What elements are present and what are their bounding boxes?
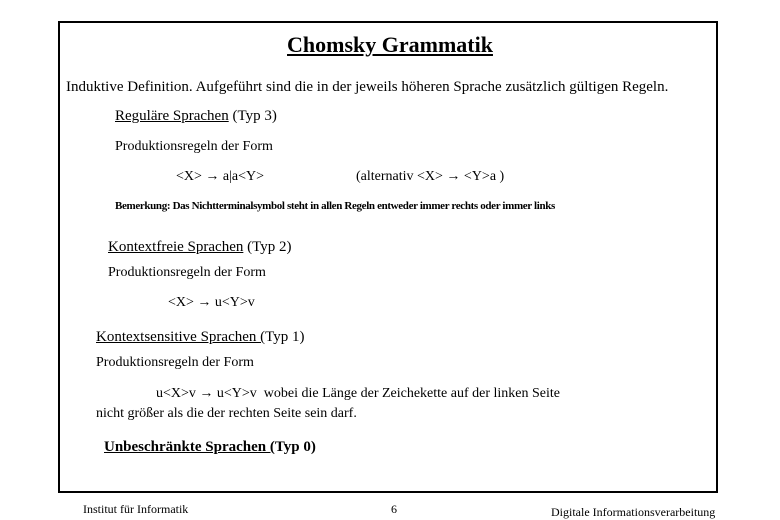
intro-text: Induktive Definition. Aufgeführt sind die in der jeweils höheren Sprache zusätzlich gültigen Regeln.	[66, 79, 669, 95]
heading-suffix: Typ 0)	[274, 439, 316, 455]
production-rule: <X> → a|a<Y>	[176, 169, 265, 184]
footer-institute: Institut für Informatik	[83, 502, 189, 516]
heading-link-regulaere-sprachen[interactable]: Reguläre Sprachen	[115, 108, 229, 124]
heading-link-unbeschraenkte-sprachen[interactable]: Unbeschränkte Sprachen (	[104, 439, 275, 455]
slide-title: Chomsky Grammatik	[287, 32, 493, 57]
rules-label: Produktionsregeln der Form	[115, 139, 273, 154]
heading-link-kontextsensitive-sprachen[interactable]: Kontextsensitive Sprachen (	[96, 329, 266, 345]
production-rule: u<X>v → u<Y>v wobei die Länge der Zeichekette auf der linken Seite	[156, 386, 561, 401]
footer-page-number: 6	[391, 502, 397, 516]
heading-link-kontextfreie-sprachen[interactable]: Kontextfreie Sprachen	[108, 239, 244, 255]
production-rule-continuation: nicht größer als die der rechten Seite sein darf.	[96, 406, 357, 421]
production-rule: <X> → u<Y>v	[168, 295, 255, 310]
footer-course-title: Digitale Informationsverarbeitung	[551, 505, 716, 519]
rules-label: Produktionsregeln der Form	[96, 355, 254, 370]
remark-text: Bemerkung: Das Nichtterminalsymbol steht in allen Regeln entweder immer rechts oder immer links	[115, 200, 555, 212]
heading-suffix: (Typ 2)	[243, 239, 292, 255]
heading-suffix: Typ 1)	[265, 329, 305, 345]
section-heading-typ2	[108, 239, 291, 256]
section-heading-typ0	[104, 439, 316, 456]
rules-label: Produktionsregeln der Form	[108, 265, 266, 280]
section-heading-typ1	[96, 329, 305, 346]
heading-suffix: (Typ 3)	[228, 108, 277, 124]
alternative-rule: (alternativ <X> → <Y>a )	[356, 169, 505, 184]
section-heading-typ3	[115, 108, 277, 125]
